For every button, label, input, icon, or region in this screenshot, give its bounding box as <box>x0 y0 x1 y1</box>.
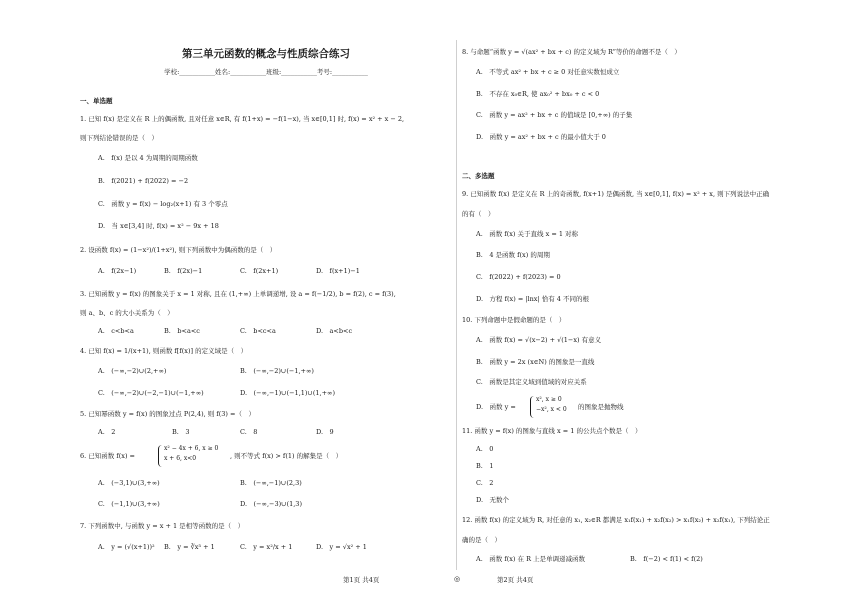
left-column <box>80 0 452 570</box>
q4-option-c: C. (−∞,−2)∪(−2,−1)∪(−1,+∞) <box>98 389 204 397</box>
q4-stem: 4. 已知 f(x) = 1/(x+1), 则函数 f[f(x)] 的定义域是（ ） <box>80 347 248 355</box>
q9-option-d: D. 方程 f(x) = |lnx| 恰有 4 不同的根 <box>476 295 589 303</box>
q12-stem-line2: 确的是（ ） <box>462 536 501 544</box>
q1-option-d: D. 当 x∈[3,4] 时, f(x) = x² − 9x + 18 <box>98 222 219 230</box>
q11-option-b: B. 1 <box>476 462 494 470</box>
q11-option-c: C. 2 <box>476 479 494 487</box>
q6-piecewise-brace <box>158 445 163 467</box>
q8-option-c: C. 函数 y = ax² + bx + c 的值域是 [0,+∞) 的子集 <box>476 111 633 119</box>
q5-stem: 5. 已知幂函数 y = f(x) 的图象过点 P(2,4), 则 f(3) =（ ） <box>80 410 255 418</box>
q2-option-a: A. f(2x−1) <box>98 267 137 275</box>
right-column <box>462 0 802 570</box>
student-info-line: 学校:___________姓名:___________班级:___________考号:___________ <box>164 68 368 76</box>
binding-circle-mark: ◎ <box>454 575 461 583</box>
q6-option-c: C. (−1,1)∪(3,+∞) <box>98 500 160 508</box>
q10-option-c: C. 函数是其定义域到值域的对应关系 <box>476 378 587 386</box>
q1-option-c: C. 函数 y = f(x) − log₂(x+1) 有 3 个零点 <box>98 200 228 208</box>
q10-stem: 10. 下列命题中是假命题的是（ ） <box>462 316 566 324</box>
q3-option-c: C. b<c<a <box>240 327 276 335</box>
page-number-right: 第2页 共4页 <box>497 576 534 584</box>
q6-stem-prefix: 6. 已知函数 f(x) = <box>80 452 135 460</box>
q8-option-a: A. 不等式 ax² + bx + c ≥ 0 对任意实数恒成立 <box>476 68 620 76</box>
q9-option-b: B. 4 是函数 f(x) 的周期 <box>476 251 550 259</box>
q12-option-b: B. f(−2) < f(1) < f(2) <box>630 555 703 563</box>
q6-case2: x + 6, x<0 <box>164 455 197 462</box>
q11-option-d: D. 无数个 <box>476 496 510 504</box>
column-divider <box>456 40 457 570</box>
q9-stem-line2: 的有（ ） <box>462 210 495 218</box>
q10-option-d-case1: x², x ≥ 0 <box>536 396 562 403</box>
q2-stem: 2. 设函数 f(x) = (1−x²)/(1+x²), 则下列函数中为偶函数的是（ ） <box>80 246 277 254</box>
q2-option-d: D. f(x+1)−1 <box>316 267 360 275</box>
page-number-left: 第1页 共4页 <box>343 576 380 584</box>
q3-option-a: A. c<b<a <box>98 327 134 335</box>
q4-option-a: A. (−∞,−2)∪(2,+∞) <box>98 367 167 375</box>
section-heading-multi-choice: 二、多选题 <box>462 172 495 180</box>
q6-case1: x² − 4x + 6, x ≥ 0 <box>164 445 219 452</box>
q2-option-b: B. f(2x)−1 <box>164 267 203 275</box>
q5-option-d: D. 9 <box>316 428 334 436</box>
q8-stem: 8. 与命题“函数 y = √(ax² + bx + c) 的定义域为 R”等价的命题不是（ ） <box>462 48 681 56</box>
section-heading-single-choice: 一、单选题 <box>80 97 113 105</box>
q6-stem-suffix: , 则不等式 f(x) > f(1) 的解集是（ ） <box>230 452 343 460</box>
q4-option-d: D. (−∞,−1)∪(−1,1)∪(1,+∞) <box>240 389 336 397</box>
q1-stem-line2: 则下列结论错误的是（ ） <box>80 134 158 142</box>
q2-option-c: C. f(2x+1) <box>240 267 279 275</box>
q9-option-c: C. f(2022) + f(2023) = 0 <box>476 273 561 281</box>
q12-option-a: A. 函数 f(x) 在 R 上是单调递减函数 <box>476 555 586 563</box>
q4-option-b: B. (−∞,−2)∪(−1,+∞) <box>240 367 314 375</box>
q7-option-c: C. y = x²/x + 1 <box>240 543 293 551</box>
q10-option-d-prefix: D. 函数 y = <box>476 403 516 411</box>
q3-stem-line1: 3. 已知函数 y = f(x) 的图象关于 x = 1 对称, 且在 (1,+∞) 上单调递增, 设 a = f(−1/2), b = f(2), c = f(3), <box>80 290 396 298</box>
q10-option-d-case2: −x², x < 0 <box>536 406 567 413</box>
q1-stem-line1: 1. 已知 f(x) 是定义在 R 上的偶函数, 且对任意 x∈R, 有 f(1+x) = −f(1−x), 当 x∈[0,1] 时, f(x) = x² + x − 2, <box>80 115 405 123</box>
q8-option-b: B. 不存在 x₀∈R, 使 ax₀² + bx₀ + c < 0 <box>476 90 600 98</box>
q7-stem: 7. 下列函数中, 与函数 y = x + 1 是相等函数的是（ ） <box>80 522 245 530</box>
q9-option-a: A. 函数 f(x) 关于直线 x = 1 对称 <box>476 230 579 238</box>
q5-option-b: B. 3 <box>172 428 190 436</box>
q9-stem-line1: 9. 已知函数 f(x) 是定义在 R 上的奇函数, f(x+1) 是偶函数, 当 x∈[0,1], f(x) = x² + x, 则下列说法中正确 <box>462 190 770 198</box>
q11-stem: 11. 函数 y = f(x) 的图象与直线 x = 1 的公共点个数是（ ） <box>462 427 642 435</box>
q5-option-a: A. 2 <box>98 428 116 436</box>
q11-option-a: A. 0 <box>476 445 494 453</box>
q7-option-d: D. y = √x² + 1 <box>316 543 367 551</box>
q12-stem-line1: 12. 函数 f(x) 的定义域为 R, 对任意的 x₁, x₂∈R 都满足 x₁f(x₁) + x₂f(x₂) > x₁f(x₂) + x₂f(x₁), 下列结论正 <box>462 516 770 524</box>
q7-option-a: A. y = (√(x+1))² <box>98 543 155 551</box>
q5-option-c: C. 8 <box>240 428 258 436</box>
q7-option-b: B. y = ∛x³ + 1 <box>164 543 215 551</box>
q6-option-b: B. (−∞,−1)∪(2,3) <box>240 479 302 487</box>
q6-option-a: A. (−3,1)∪(3,+∞) <box>98 479 160 487</box>
q10-option-b: B. 函数 y = 2x (x∈N) 的图象是一直线 <box>476 358 595 366</box>
q3-option-d: D. a<b<c <box>316 327 353 335</box>
page-title: 第三单元函数的概念与性质综合练习 <box>182 48 350 60</box>
q1-option-b: B. f(2021) + f(2022) = −2 <box>98 177 189 185</box>
q10-piecewise-brace <box>530 396 535 418</box>
q1-option-a: A. f(x) 是以 4 为周期的周期函数 <box>98 154 198 162</box>
q3-option-b: B. b<a<c <box>164 327 200 335</box>
q6-option-d: D. (−∞,−3)∪(1,3) <box>240 500 302 508</box>
q8-option-d: D. 函数 y = ax² + bx + c 的最小值大于 0 <box>476 133 606 141</box>
q10-option-d-suffix: 的图象是抛物线 <box>578 403 624 411</box>
q3-stem-line2: 则 a、b、c 的大小关系为（ ） <box>80 309 174 317</box>
q10-option-a: A. 函数 f(x) = √(x−2) + √(1−x) 有意义 <box>476 336 602 344</box>
